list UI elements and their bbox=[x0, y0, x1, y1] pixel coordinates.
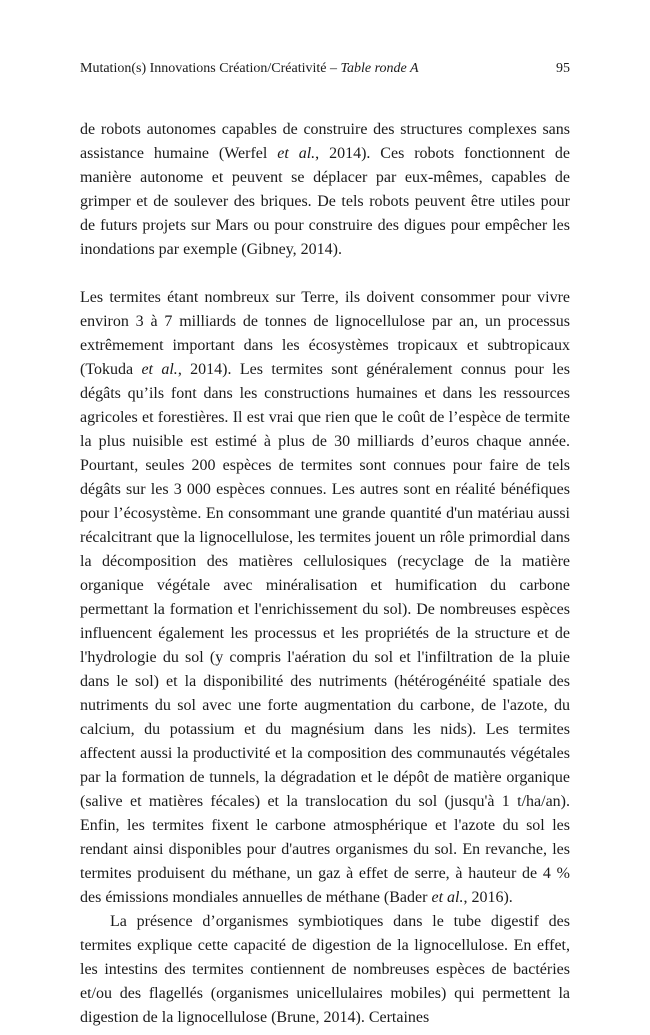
text-run: Les termites étant nombreux sur Terre, ils doivent consommer pour vivre environ 3 à 7 milliards de tonnes de lignocellulose par an, un processus extrêmement important dans les écosystèmes tropicaux et subtropicaux (Tokuda bbox=[80, 289, 570, 378]
body-text bbox=[80, 118, 570, 1030]
paragraph-3 bbox=[80, 910, 570, 1030]
text-run: de robots autonomes capables de construire des structures complexes sans assistance humaine (Werfel bbox=[80, 121, 570, 162]
page-number: 95 bbox=[556, 61, 570, 76]
italic-run: et al. bbox=[277, 145, 316, 162]
text-run: La présence d’organismes symbiotiques dans le tube digestif des termites explique cette capacité de digestion de la lignocellulose. En effet, les intestins des termites contiennent de nombreuses espèces de bactéries et/ou des flagellés (organismes unicellulaires mobiles) qui permettent la digestion de la lignocellulose (Brune, 2014). Certaines bbox=[80, 913, 570, 1026]
running-title bbox=[80, 60, 419, 78]
running-header bbox=[80, 60, 570, 78]
running-title-main: Mutation(s) Innovations Création/Créativité – bbox=[80, 61, 341, 76]
text-run: , 2016). bbox=[463, 889, 513, 906]
italic-run: et al. bbox=[141, 361, 178, 378]
text-run: , 2014). Ces robots fonctionnent de manière autonome et peuvent se déplacer par eux-mêmes, capables de grimper et de soulever des briques. De tels robots peuvent être utiles pour de futurs projets sur Mars ou pour construire des digues pour empêcher les inondations par exemple (Gibney, 2014). bbox=[80, 145, 570, 258]
paragraph-2 bbox=[80, 286, 570, 910]
italic-run: et al. bbox=[431, 889, 464, 906]
text-run: , 2014). Les termites sont généralement connus pour les dégâts qu’ils font dans les constructions humaines et dans les ressources agricoles et forestières. Il est vrai que rien que le coût de l’espèce de termite la plus nuisible est estimé à plus de 30 milliards d’euros chaque année. Pourtant, seules 200 espèces de termites sont connues pour faire de tels dégâts sur les 3 000 espèces connues. Les autres sont en réalité bénéfiques pour l’écosystème. En consommant une grande quantité d'un matériau aussi récalcitrant que la lignocellulose, les termites jouent un rôle primordial dans la décomposition des matières cellulosiques (recyclage de la matière organique végétale avec minéralisation et humification du carbone permettant la formation et l'enrichissement du sol). De nombreuses espèces influencent également les processus et les propriétés de la structure et de l'hydrologie du sol (y compris l'aération du sol et l'infiltration de la pluie dans le sol) et la disponibilité des nutriments (hétérogénéité spatiale des nutriments du sol avec une forte augmentation du carbone, de l'azote, du calcium, du potassium et du magnésium dans les nids). Les termites affectent aussi la productivité et la composition des communautés végétales par la formation de tunnels, la dégradation et le dépôt de matière organique (salive et matières fécales) et la translocation du sol (jusqu'à 1 t/ha/an). Enfin, les termites fixent le carbone atmosphérique et l'azote du sol les rendant ainsi disponibles pour d'autres organismes du sol. En revanche, les termites produisent du méthane, un gaz à effet de serre, à hauteur de 4 % des émissions mondiales annuelles de méthane (Bader bbox=[80, 361, 570, 906]
running-title-italic: Table ronde A bbox=[340, 61, 419, 76]
paragraph-1 bbox=[80, 118, 570, 262]
